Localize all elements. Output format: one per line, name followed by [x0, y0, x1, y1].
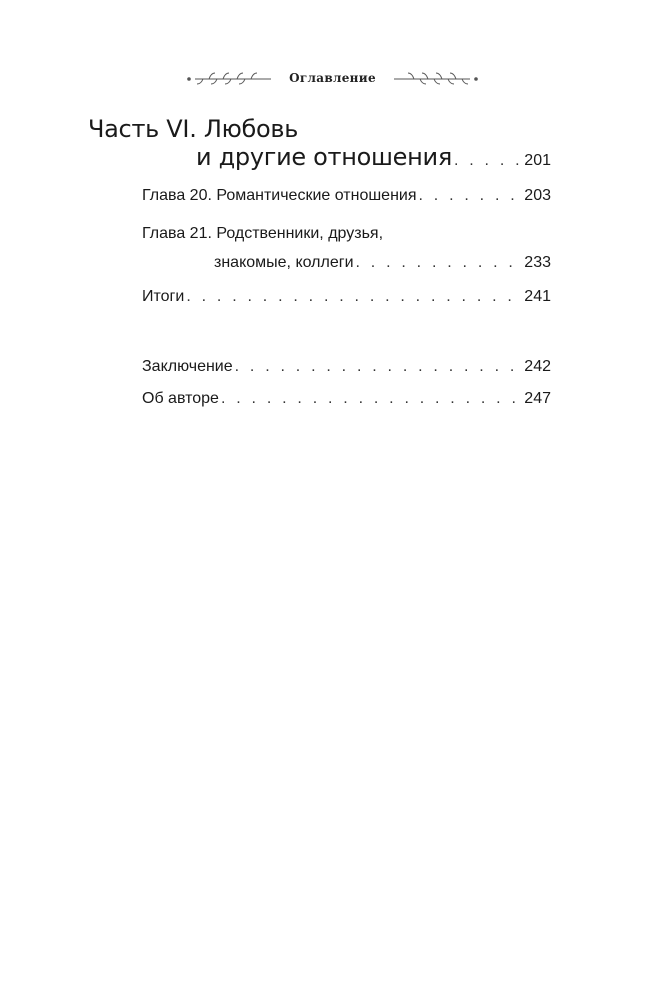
toc-entry-results[interactable]: [142, 287, 551, 307]
running-header: [0, 66, 665, 90]
page-number: 247: [524, 390, 551, 407]
dot-leader: [356, 253, 521, 273]
dot-leader: [221, 389, 520, 409]
chapter-title-line1: Глава 21. Родственники, друзья,: [142, 225, 384, 242]
part-title-line2: и другие отношения: [196, 143, 452, 171]
table-of-contents: [88, 114, 551, 409]
toc-entry-chapter-20[interactable]: [142, 186, 551, 206]
chapter-title: Глава 20. Романтические отношения: [142, 187, 417, 204]
dot-leader: [235, 357, 521, 377]
dot-leader: [454, 146, 520, 176]
running-header-title: Оглавление: [289, 71, 376, 85]
chapter-title-line2: знакомые, коллеги: [214, 254, 354, 271]
dot-leader: [419, 186, 521, 206]
part-title-line1: Часть VI. Любовь: [88, 115, 299, 143]
vine-ornament-icon: [185, 70, 277, 86]
page-number: 203: [524, 187, 551, 204]
toc-entry-chapter-21[interactable]: [214, 253, 551, 273]
conclusion-title: Заключение: [142, 358, 233, 375]
vine-ornament-icon: [388, 70, 480, 86]
page-number: 201: [524, 152, 551, 169]
toc-entry-part[interactable]: [88, 142, 551, 172]
dot-leader: [186, 287, 520, 307]
page-number: 241: [524, 288, 551, 305]
page-number: 233: [524, 254, 551, 271]
toc-entry-conclusion[interactable]: [142, 357, 551, 377]
toc-entry-about-author[interactable]: [142, 389, 551, 409]
page-number: 242: [524, 358, 551, 375]
about-author-title: Об авторе: [142, 390, 219, 407]
results-title: Итоги: [142, 288, 185, 305]
